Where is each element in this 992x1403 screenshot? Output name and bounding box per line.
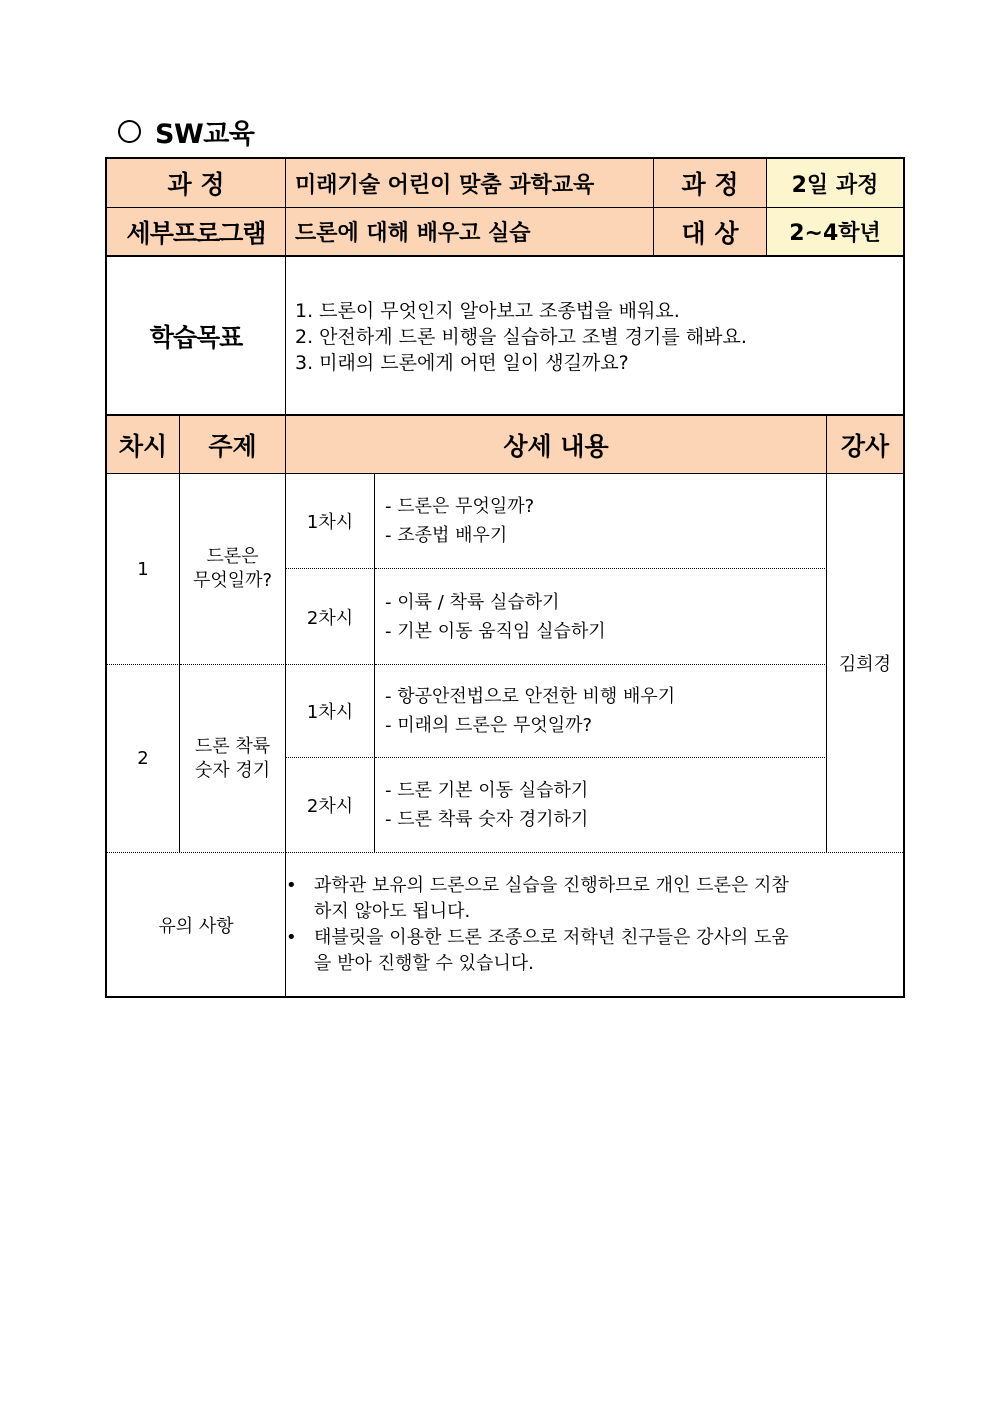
note-item — [286, 925, 903, 977]
note-item — [286, 873, 903, 925]
topic-line: 드론 착륙 — [194, 735, 271, 757]
notes-label: 유의 사항 — [107, 852, 286, 996]
detail-item: - 기본 이동 움직임 실습하기 — [385, 620, 606, 642]
session-number: 2 — [107, 665, 180, 852]
topic-line: 숫자 경기 — [194, 759, 271, 781]
course-label: 과 정 — [107, 159, 286, 208]
bullet-icon: • — [286, 926, 297, 948]
detail-item: - 이륙 / 착륙 실습하기 — [385, 591, 560, 613]
header-topic: 주제 — [180, 416, 286, 474]
detail-item: - 조종법 배우기 — [385, 525, 508, 546]
circle-bullet-icon — [118, 120, 141, 143]
part-label: 1차시 — [286, 665, 375, 758]
notes-body — [286, 852, 903, 996]
header-session: 차시 — [107, 416, 180, 474]
topic-cell — [180, 665, 286, 852]
course-value: 미래기술 어린이 맞춤 과학교육 — [286, 159, 654, 208]
program-label: 세부프로그램 — [107, 208, 286, 255]
note-line: 을 받아 진행할 수 있습니다. — [314, 952, 534, 974]
detail-item: - 항공안전법으로 안전한 비행 배우기 — [385, 686, 676, 707]
target-label: 대 상 — [654, 208, 767, 255]
goals-label: 학습목표 — [107, 257, 286, 414]
part-label: 2차시 — [286, 569, 375, 665]
topic-cell — [180, 474, 286, 665]
topic-line: 드론은 — [206, 546, 259, 567]
goal-item: 1. 드론이 무엇인지 알아보고 조종법을 배워요. — [295, 299, 680, 322]
detail-item: - 미래의 드론은 무엇일까? — [385, 715, 593, 736]
duration-label: 과 정 — [654, 159, 767, 208]
header-instructor: 강사 — [827, 416, 903, 474]
program-value: 드론에 대해 배우고 실습 — [286, 208, 654, 255]
part-details — [375, 474, 827, 569]
part-details — [375, 758, 827, 852]
detail-item: - 드론은 무엇일까? — [385, 496, 535, 517]
section-heading — [118, 112, 254, 151]
note-line: 과학관 보유의 드론으로 실습을 진행하므로 개인 드론은 지참 — [314, 874, 789, 896]
detail-item: - 드론 기본 이동 실습하기 — [385, 780, 589, 801]
instructor-name: 김희경 — [838, 654, 892, 675]
topic-line: 무엇일까? — [192, 570, 273, 591]
session-number: 1 — [107, 474, 180, 665]
part-label: 1차시 — [286, 474, 375, 569]
part-label: 2차시 — [286, 758, 375, 852]
note-line: 태블릿을 이용한 드론 조종으로 저학년 친구들은 강사의 도움 — [314, 926, 789, 948]
goals-list — [286, 257, 903, 414]
detail-item: - 드론 착륙 숫자 경기하기 — [385, 809, 589, 830]
part-details — [375, 569, 827, 665]
goal-item: 2. 안전하게 드론 비행을 실습하고 조별 경기를 해봐요. — [295, 325, 747, 348]
duration-value: 2일 과정 — [767, 159, 903, 208]
note-line: 하지 않아도 됩니다. — [314, 900, 471, 922]
part-details — [375, 665, 827, 758]
info-table — [105, 157, 905, 257]
goals-table — [105, 255, 905, 416]
bullet-icon: • — [286, 874, 297, 896]
header-detail: 상세 내용 — [286, 416, 827, 474]
target-value: 2~4학년 — [767, 208, 903, 255]
schedule-table — [105, 414, 905, 998]
section-title: SW교육 — [155, 119, 255, 150]
goal-item: 3. 미래의 드론에게 어떤 일이 생길까요? — [295, 351, 629, 374]
